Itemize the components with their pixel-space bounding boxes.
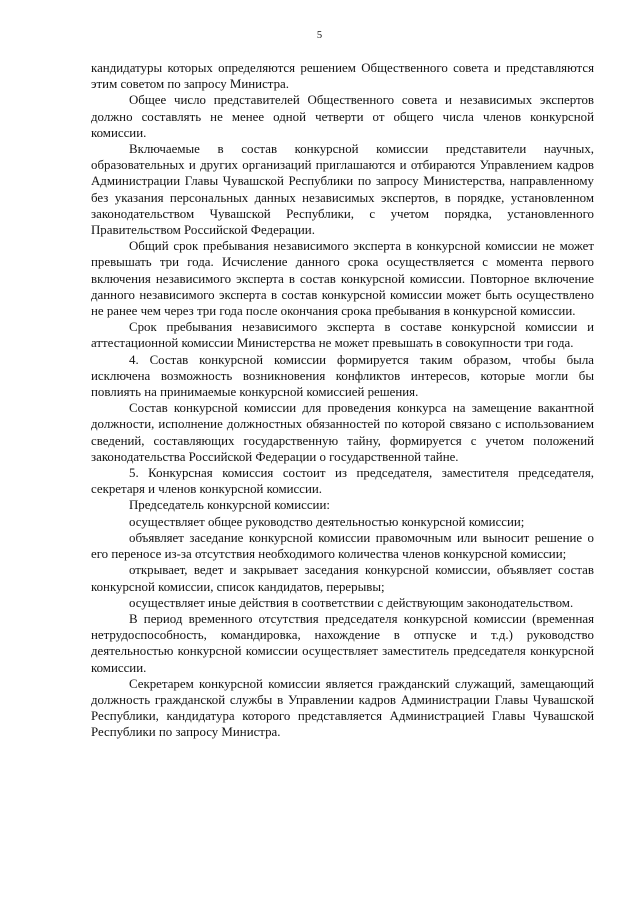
paragraph-secretary: Секретарем конкурсной комиссии является гражданский служащий, замещающий должность гражданской службы в Управлении кадров Администрации Главы Чувашской Республики, кандидатура которого представляется Администрацией Главы Чувашской Республики по запросу Министра.: [91, 676, 594, 740]
paragraph-chairman-duty-4: осуществляет иные действия в соответствии с действующим законодательством.: [129, 595, 574, 610]
paragraph-organizations-invited: Включаемые в состав конкурсной комиссии представители научных, образовательных и других организаций приглашаются и отбираются Управлением кадров Администрации Главы Чувашской Республики по запросу Министерства, направленному без указания персональных данных независимых экспертов, в порядке, установленном законодательством Чувашской Республики, с учетом порядка, установленного Правительством Российской Федерации.: [91, 142, 594, 238]
paragraph-item-5: 5. Конкурсная комиссия состоит из председателя, заместителя председателя, секретаря и членов конкурсной комиссии.: [91, 466, 594, 497]
paragraph-deputy-chairman: В период временного отсутствия председателя конкурсной комиссии (временная нетрудоспособность, командировка, нахождение в отпуске и т.д.) руководство деятельностью конкурсной комиссии осуществляет заместитель председателя конкурсной комиссии.: [91, 611, 594, 675]
paragraph-continuation: кандидатуры которых определяются решением Общественного совета и представляются этим советом по запросу Министра.: [91, 61, 594, 92]
paragraph-chairman-duty-2: объявляет заседание конкурсной комиссии правомочным или выносит решение о его переносе из-за отсутствия необходимого количества членов конкурсной комиссии;: [91, 530, 594, 562]
paragraph-representatives-share: Общее число представителей Общественного совета и независимых экспертов должно составлять не менее одной четверти от общего числа членов конкурсной комиссии.: [91, 93, 594, 140]
paragraph-state-secret: Состав конкурсной комиссии для проведения конкурса на замещение вакантной должности, исполнение должностных обязанностей по которой связано с использованием сведений, составляющих государственную тайну, формируется с учетом положений законодательства Российской Федерации о государственной тайне.: [91, 401, 594, 464]
paragraph-chairman-duty-1: осуществляет общее руководство деятельностью конкурсной комиссии;: [129, 514, 525, 529]
paragraph-expert-term-total: Срок пребывания независимого эксперта в составе конкурсной комиссии и аттестационной комиссии Министерства не может превышать в совокупности три года.: [91, 320, 594, 351]
paragraph-expert-term: Общий срок пребывания независимого эксперта в конкурсной комиссии не может превышать три года. Исчисление данного срока осуществляется с момента первого включения независимого эксперта в состав конкурсной комиссии. Повторное включение данного независимого эксперта в состав конкурсной комиссии может быть осуществлено не ранее чем через три года после окончания срока пребывания в конкурсной комиссии.: [91, 239, 594, 319]
page-number: 5: [316, 30, 323, 41]
paragraph-item-4: 4. Состав конкурсной комиссии формируется таким образом, чтобы была исключена возможность возникновения конфликтов интересов, которые могли бы повлиять на принимаемые конкурсной комиссией решения.: [91, 352, 594, 400]
paragraph-chairman-heading: Председатель конкурсной комиссии:: [129, 498, 330, 513]
paragraph-chairman-duty-3: открывает, ведет и закрывает заседания конкурсной комиссии, объявляет состав конкурсной комиссии, список кандидатов, перерывы;: [91, 563, 594, 594]
document-body: [91, 60, 594, 741]
